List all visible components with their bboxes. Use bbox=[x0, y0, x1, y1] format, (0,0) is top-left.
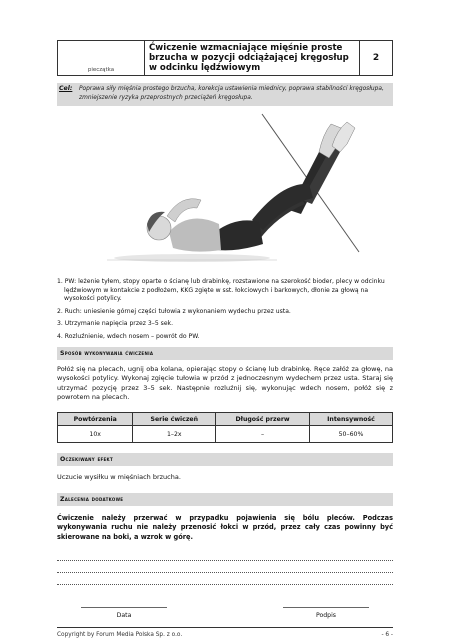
stamp-label: pieczątka bbox=[87, 67, 115, 73]
signature-label: Podpis bbox=[315, 612, 337, 619]
method-heading-bar bbox=[57, 347, 393, 360]
effect-heading: Oczekiwany efekt bbox=[60, 456, 113, 463]
recommendations-heading: Zalecenia dodatkowe bbox=[60, 496, 124, 503]
effect-heading-bar bbox=[57, 453, 393, 466]
stamp-field bbox=[58, 41, 145, 75]
col-header-break: Długość przerw bbox=[216, 413, 310, 426]
method-heading: Sposób wykonywania ćwiczenia bbox=[60, 350, 154, 357]
goal-label: Cel: bbox=[59, 85, 73, 92]
recommendations-text: Ćwiczenie należy przerwać w przypadku pojawienia się bólu pleców. Podczas wykonywania ruchu nie należy przenosić łokci w przód, przez cały czas powinny być skierowane na boki, a wzrok w górę. bbox=[57, 514, 393, 541]
exercise-illustration bbox=[97, 112, 367, 272]
step-item: 3. Utrzymanie napięcia przez 3–5 sek. bbox=[57, 320, 174, 328]
col-header-repetitions: Powtórzenia bbox=[58, 413, 133, 426]
effect-text: Uczucie wysiłku w mięśniach brzucha. bbox=[57, 473, 181, 481]
table-row bbox=[58, 426, 393, 443]
page-number: - 6 - bbox=[381, 632, 393, 638]
table-header-row bbox=[58, 413, 393, 426]
cell-series: 1–2x bbox=[133, 426, 216, 443]
notes-line[interactable] bbox=[57, 560, 393, 562]
exercise-number: 2 bbox=[372, 53, 380, 63]
notes-line[interactable] bbox=[57, 572, 393, 574]
cell-break: – bbox=[216, 426, 310, 443]
recommendations-heading-bar bbox=[57, 493, 393, 506]
exercise-title: Ćwiczenie wzmacniające mięśnie proste brzucha w pozycji odciążającej kręgosłup w odcinku lędźwiowym bbox=[145, 41, 360, 75]
goal-box bbox=[57, 83, 393, 106]
date-line[interactable] bbox=[81, 607, 167, 609]
signature-line[interactable] bbox=[283, 607, 369, 609]
col-header-series: Serie ćwiczeń bbox=[133, 413, 216, 426]
step-item: 4. Rozluźnienie, wdech nosem – powrót do PW. bbox=[57, 332, 200, 340]
exercise-steps bbox=[57, 278, 393, 346]
step-item: 2. Ruch: uniesienie górnej części tułowia z wykonaniem wydechu przez usta. bbox=[57, 307, 291, 315]
date-label: Data bbox=[116, 612, 132, 619]
step-item: 1. PW: leżenie tyłem, stopy oparte o ścianę lub drabinkę, rozstawione na szerokość bioder, plecy w odcinku lędźwiowym w kontakcie z podłożem, KKG zgięte w sst. łokciowych i barkowych, dłonie za głową na wysokości potylicy. bbox=[57, 278, 385, 303]
cell-intensity: 50–60% bbox=[309, 426, 392, 443]
footer-divider bbox=[57, 627, 393, 628]
cell-repetitions: 10x bbox=[58, 426, 133, 443]
notes-line[interactable] bbox=[57, 584, 393, 586]
method-text: Połóż się na plecach, ugnij oba kolana, opierając stopy o ścianę lub drabinkę. Ręce załóż za głowę, na wysokości potylicy. Wykonaj zgięcie tułowia w przód z jednoczesnym wydechem przez usta. Staraj się utrzymać pozycję przez 3–5 sek. Następnie rozluźnij się, wykonując wdech nosem, połóż się z powrotem na plecach. bbox=[57, 365, 393, 402]
goal-text: Poprawa siły mięśnia prostego brzucha, korekcja ustawienia miednicy, poprawa stabilności kręgosłupa, zmniejszenie ryzyka przeprostnych przeciążeń kręgosłupa. bbox=[79, 86, 384, 101]
col-header-intensity: Intensywność bbox=[309, 413, 392, 426]
footer-copyright: Copyright by Forum Media Polska Sp. z o.o. bbox=[57, 632, 183, 638]
header-box bbox=[57, 40, 393, 76]
parameters-table bbox=[57, 412, 393, 443]
